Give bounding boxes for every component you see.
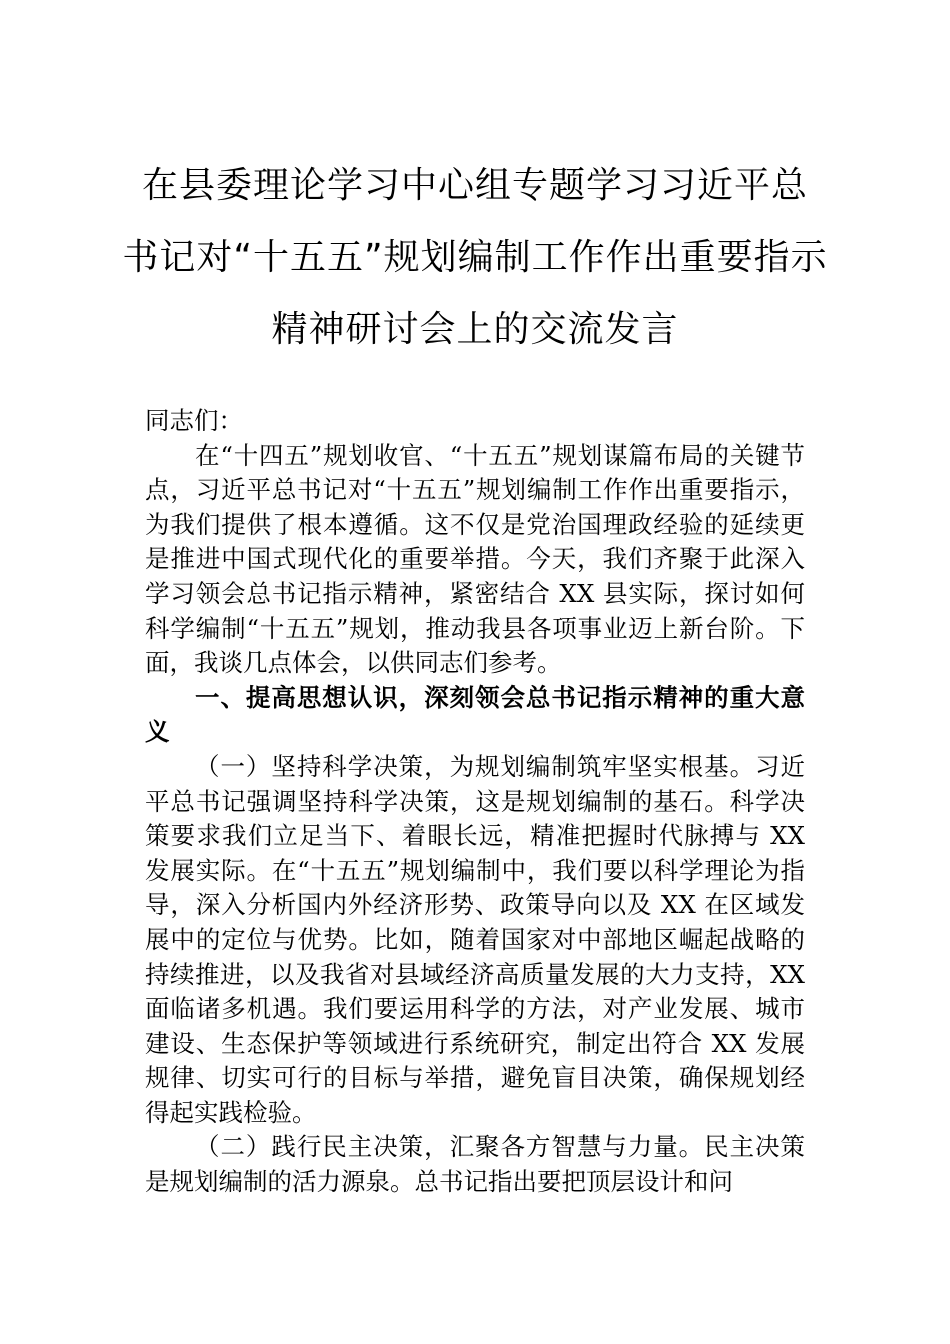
document-title <box>100 150 850 366</box>
intro-paragraph: 在“十四五”规划收官、“十五五”规划谋篇布局的关键节点，习近平总书记对“十五五”规划编制工作作出重要指示，为我们提供了根本遵循。这不仅是党治国理政经验的延续更是推进中国式现代化的重要举措。今天，我们齐聚于此深入学习领会总书记指示精神，紧密结合 XX 县实际，探讨如何科学编制“十五五”规划，推动我县各项事业迈上新台阶。下面，我谈几点体会，以供同志们参考。 <box>145 440 805 678</box>
title-line-2: 书记对“十五五”规划编制工作作出重要指示 <box>122 237 828 278</box>
document-body <box>145 404 805 1200</box>
salutation: 同志们： <box>145 406 243 435</box>
subsection-paragraph-2: （二）践行民主决策，汇聚各方智慧与力量。民主决策是规划编制的活力源泉。总书记指出要把顶层设计和问 <box>145 1132 805 1197</box>
section-heading-1: 一、提高思想认识，深刻领会总书记指示精神的重大意义 <box>145 682 805 747</box>
title-line-1: 在县委理论学习中心组专题学习习近平总 <box>141 165 808 206</box>
title-line-3: 精神研讨会上的交流发言 <box>271 309 679 350</box>
subsection-paragraph-1: （一）坚持科学决策，为规划编制筑牢坚实根基。习近平总书记强调坚持科学决策，这是规划编制的基石。科学决策要求我们立足当下、着眼长远，精准把握时代脉搏与 XX 发展实际。在“十五五”规划编制中，我们要以科学理论为指导，深入分析国内外经济形势、政策导向以及 XX 在区域发展中的定位与优势。比如，随着国家对中部地区崛起战略的持续推进，以及我省对县域经济高质量发展的大力支持，XX 面临诸多机遇。我们要运用科学的方法，对产业发展、城市建设、生态保护等领域进行系统研究，制定出符合 XX 发展规律、切实可行的目标与举措，避免盲目决策，确保规划经得起实践检验。 <box>145 751 805 1127</box>
